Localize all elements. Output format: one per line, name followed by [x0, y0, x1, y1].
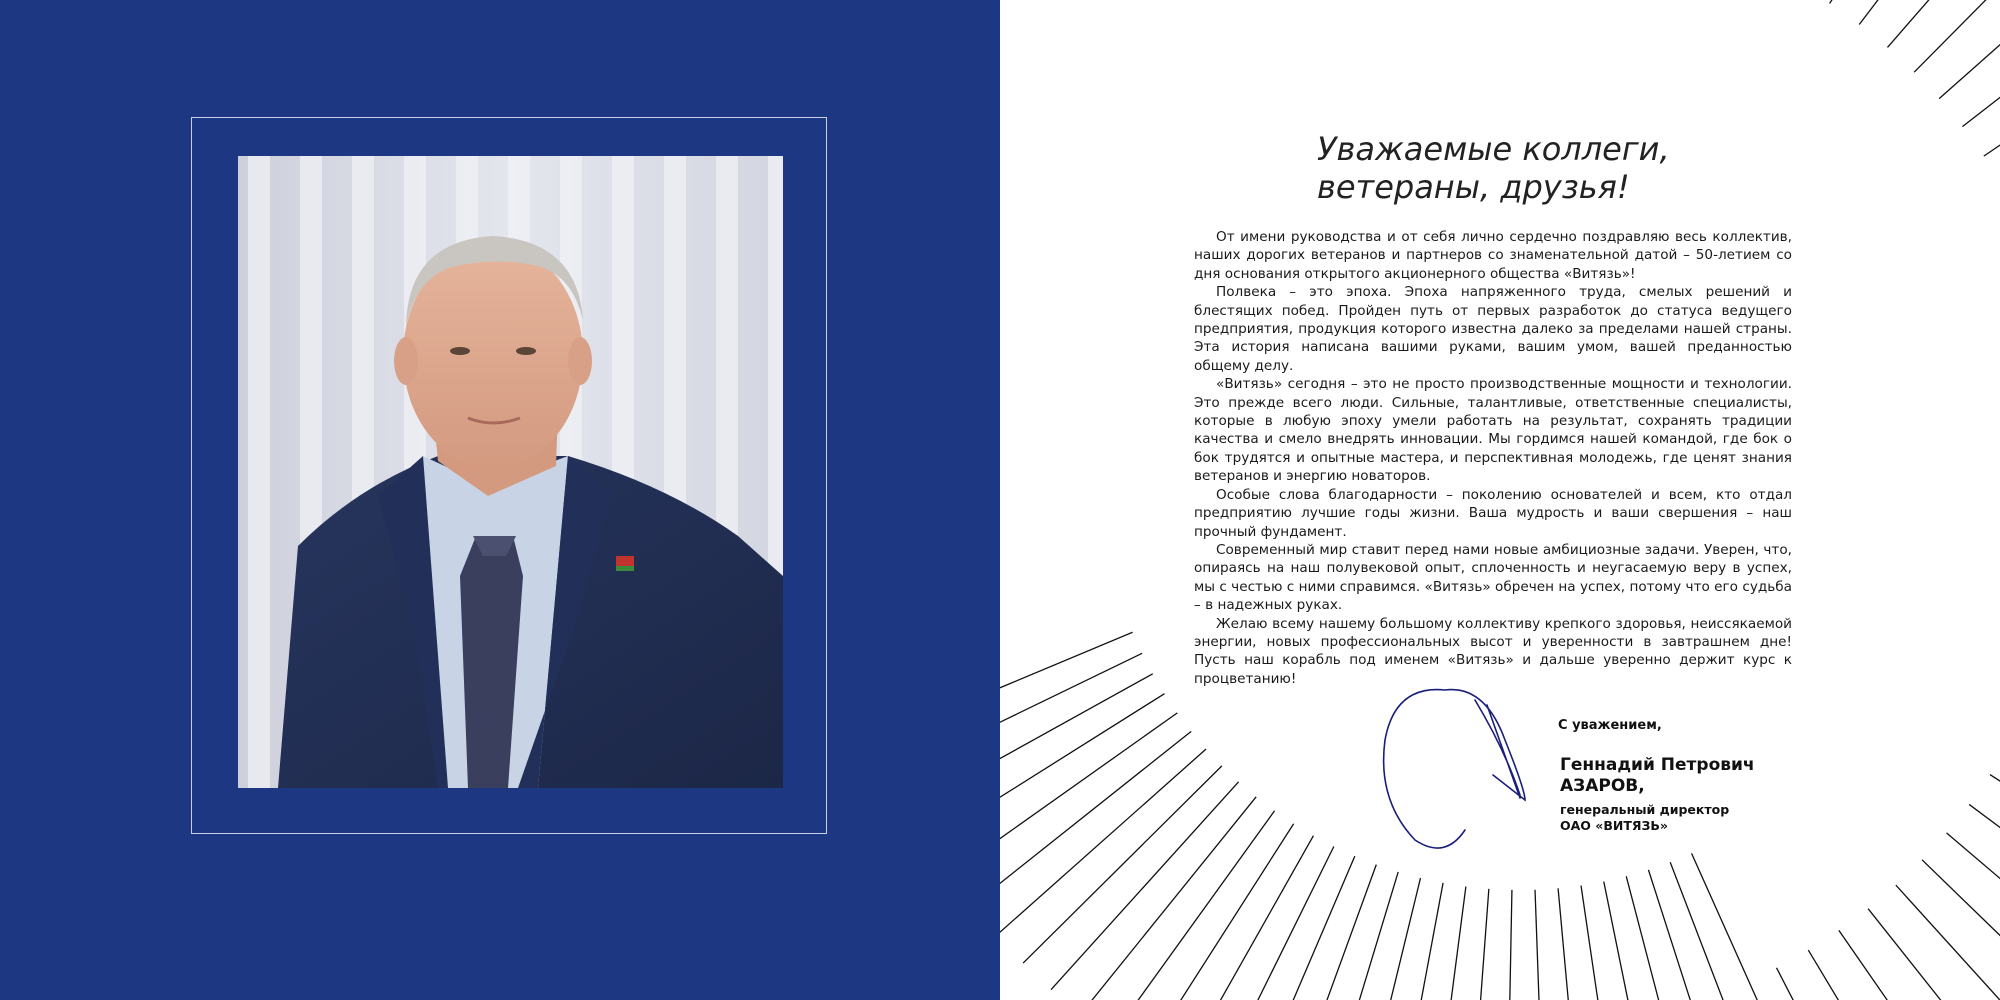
decorative-ray [1000, 632, 1133, 740]
signer-first-names: Геннадий Петрович [1560, 755, 1755, 775]
decorative-ray [1984, 0, 2000, 156]
decorative-ray [1777, 968, 1933, 1000]
greeting-line-2: ветераны, друзья! [1317, 168, 1630, 206]
letter-body [1194, 228, 1792, 688]
decorative-ray [1859, 0, 2000, 24]
decorative-ray [1111, 811, 1275, 1000]
decorative-ray [1051, 782, 1239, 990]
letter-paragraph: Желаю всему нашему большому коллективу крепкого здоровья, неиссякаемой энергии, новых профессиональных высот и уверенности в завтрашнем дне! Пусть наш корабль под именем «Витязь» и дальше уверенно держит курс к процветанию! [1194, 615, 1792, 687]
letter-paragraph: От имени руководства и от себя лично сердечно поздравляю весь коллектив, наших дорогих ветеранов и партнеров со знаменательной датой – 50-летием со дня основания открытого акционерного общества «Витязь»! [1194, 229, 1792, 282]
decorative-ray [1558, 888, 1583, 1000]
decorative-ray [1939, 0, 2000, 99]
decorative-ray [1887, 0, 2000, 47]
decorative-ray [1947, 833, 2000, 1000]
signer-position: генеральный директор [1560, 802, 1730, 817]
decorative-ray [1000, 674, 1153, 810]
decorative-ray [1023, 766, 1222, 963]
decorative-ray [1962, 0, 2000, 127]
signer-company: ОАО «ВИТЯЗЬ» [1560, 818, 1668, 833]
decorative-ray [1468, 889, 1489, 1000]
letter-paragraph: «Витязь» сегодня – это не просто производственные мощности и технологии. Это прежде всего люди. Сильные, талантливые, ответственные специалисты, которые в любую эпоху умели работать на результат, сохранять традиции качества и смело внедрять инновации. Мы гордимся нашей командой, где бок о бок трудятся и опытные мастера, и перспективная молодежь, где ценят знания ветеранов и энергию новаторов. [1194, 376, 1792, 485]
handwritten-signature [1375, 680, 1535, 860]
decorative-ray [1808, 950, 1983, 1000]
decorative-ray [1648, 870, 1734, 1000]
decorative-ray [1317, 872, 1398, 1000]
decorative-ray [1392, 883, 1443, 1000]
decorative-ray [1626, 876, 1697, 1000]
decorative-ray [1922, 860, 2000, 1000]
decorative-ray [1868, 909, 2000, 1000]
letter-paragraph: Особые слова благодарности – поколению основателей и всем, кто отдал предприятию лучшие годы жизни. Ваша мудрость и ваши свершения – наш прочный фундамент. [1194, 486, 1792, 540]
regards-text: С уважением, [1558, 718, 1662, 733]
decorative-ray [1280, 865, 1376, 1000]
decorative-ray [1210, 846, 1334, 1000]
decorative-ray [1896, 885, 2000, 1000]
decorative-ray [1430, 886, 1466, 1000]
decorative-ray [1000, 749, 1206, 935]
portrait-illustration [238, 156, 783, 788]
decorative-ray [1535, 890, 1545, 1000]
decorative-ray [1990, 775, 2000, 960]
decorative-ray [1000, 653, 1142, 775]
letter-paragraph: Современный мир ставит перед нами новые амбициозные задачи. Уверен, что, опираясь на наш полувековой опыт, сплоченность и неугасаемую веру в успех, мы с честью с ними справимся. «Витязь» обречен на успех, потому что его судьба – в надежных руках. [1194, 541, 1792, 614]
decorative-ray [1692, 853, 1806, 1000]
greeting-line-1: Уважаемые коллеги, [1317, 130, 1670, 168]
decorative-ray [1000, 713, 1177, 875]
portrait-photo [238, 156, 783, 788]
greeting-title [1317, 130, 1670, 206]
decorative-ray [1670, 862, 1770, 1000]
signature-block [1558, 718, 1755, 834]
letter-paragraph: Полвека – это эпоха. Эпоха напряженного труда, смелых решений и блестящих побед. Пройден путь от первых разработок до статуса ведущего предприятия, продукция которого известна далеко за пределами нашей страны. Эта история написана вашими руками, вашим умом, вашей преданностью общему делу. [1194, 284, 1792, 374]
decorative-ray [1830, 0, 2000, 3]
decorative-ray [1839, 930, 2000, 1000]
decorative-ray [1507, 890, 1512, 1000]
decorative-ray [1080, 797, 1256, 1000]
right-page [1000, 0, 2000, 1000]
signer-last-name: АЗАРОВ, [1560, 776, 1645, 796]
decorative-ray [1914, 0, 2000, 72]
